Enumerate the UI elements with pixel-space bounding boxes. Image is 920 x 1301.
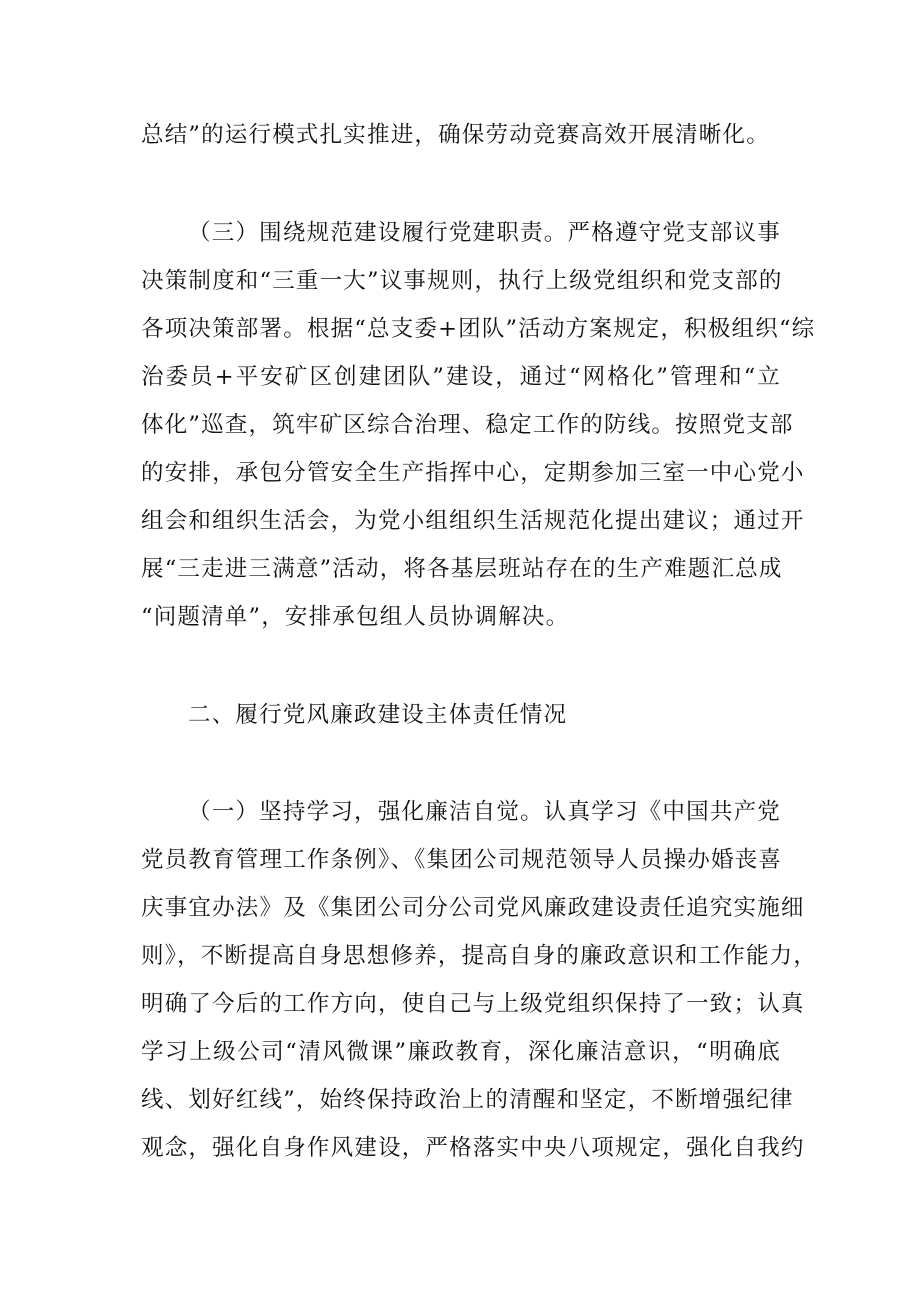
paragraph-line: 展“三走进三满意”活动，将各基层班站存在的生产难题汇总成 <box>141 556 783 582</box>
paragraph-line: 各项决策部署。根据“总支委+团队”活动方案规定，积极组织“综 <box>141 316 816 342</box>
paragraph-line: 学习上级公司“清风微课”廉政教育，深化廉洁意识，“明确底 <box>141 1039 781 1065</box>
paragraph-line: “问题清单”，安排承包组人员协调解决。 <box>141 604 570 630</box>
section-3-heading-line: （三）围绕规范建设履行党建职责。严格遵守党支部议事 <box>188 220 781 246</box>
paragraph-line: 决策制度和“三重一大”议事规则，执行上级党组织和党支部的 <box>141 268 783 294</box>
paragraph-line: 治委员+平安矿区创建团队”建设，通过“网格化”管理和“立 <box>141 364 781 390</box>
paragraph-line: 庆事宜办法》及《集团公司分公司党风廉政建设责任追究实施细 <box>141 895 805 921</box>
paragraph-line: 线、划好红线”，始终保持政治上的清醒和坚定，不断增强纪律 <box>141 1087 794 1113</box>
paragraph-line: 总结”的运行模式扎实推进，确保劳动竞赛高效开展清晰化。 <box>141 122 770 148</box>
paragraph-line: 则》，不断提高自身思想修养，提高自身的廉政意识和工作能力， <box>141 943 818 969</box>
section-2-heading: 二、履行党风廉政建设主体责任情况 <box>188 702 568 728</box>
paragraph-line: 的安排，承包分管安全生产指挥中心，定期参加三室一中心党小 <box>141 460 805 486</box>
paragraph-line: 体化”巡查，筑牢矿区综合治理、稳定工作的防线。按照党支部 <box>141 412 794 438</box>
paragraph-line: 明确了今后的工作方向，使自己与上级党组织保持了一致；认真 <box>141 991 805 1017</box>
paragraph-line: 组会和组织生活会，为党小组组织生活规范化提出建议；通过开 <box>141 508 805 534</box>
paragraph-line: 党员教育管理工作条例》、《集团公司规范领导人员操办婚丧喜 <box>141 847 783 873</box>
paragraph-line: 观念，强化自身作风建设，严格落实中央八项规定，强化自我约 <box>141 1135 805 1161</box>
subsection-1-heading-line: （一）坚持学习，强化廉洁自觉。认真学习《中国共产党 <box>188 799 781 825</box>
